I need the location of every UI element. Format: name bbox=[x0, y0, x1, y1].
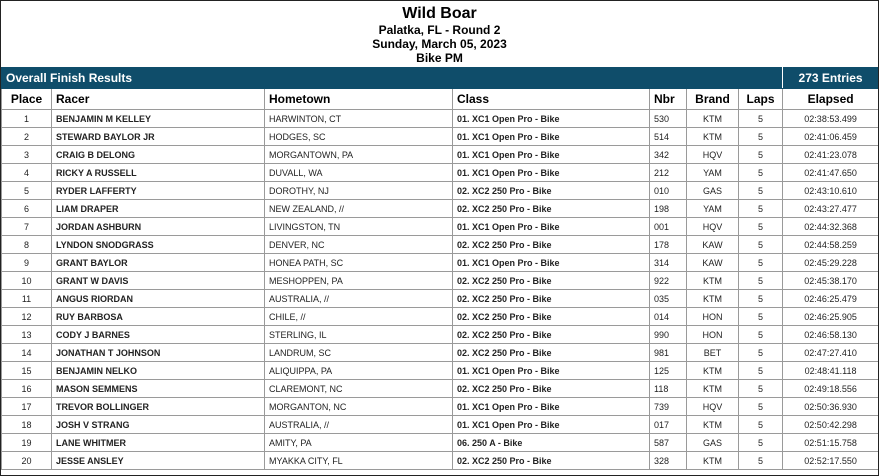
cell-place: 6 bbox=[2, 200, 52, 218]
cell-place: 13 bbox=[2, 326, 52, 344]
class-link[interactable]: 02. XC2 250 Pro - Bike bbox=[453, 236, 650, 254]
cell-brand: KTM bbox=[687, 380, 739, 398]
cell-hometown: DENVER, NC bbox=[265, 236, 453, 254]
cell-laps: 5 bbox=[739, 308, 783, 326]
racer-link[interactable]: JOSH V STRANG bbox=[52, 416, 265, 434]
cell-nbr: 001 bbox=[650, 218, 687, 236]
column-header-row bbox=[2, 89, 879, 110]
cell-elapsed: 02:43:10.610 bbox=[783, 182, 879, 200]
cell-elapsed: 02:51:15.758 bbox=[783, 434, 879, 452]
cell-hometown: AUSTRALIA, // bbox=[265, 416, 453, 434]
cell-laps: 5 bbox=[739, 434, 783, 452]
cell-brand: HON bbox=[687, 326, 739, 344]
class-link[interactable]: 02. XC2 250 Pro - Bike bbox=[453, 344, 650, 362]
column-header-racer: Racer bbox=[52, 89, 265, 110]
cell-place: 5 bbox=[2, 182, 52, 200]
results-body bbox=[2, 110, 879, 470]
racer-link[interactable]: ANGUS RIORDAN bbox=[52, 290, 265, 308]
class-link[interactable]: 01. XC1 Open Pro - Bike bbox=[453, 218, 650, 236]
cell-place: 14 bbox=[2, 344, 52, 362]
cell-elapsed: 02:49:18.556 bbox=[783, 380, 879, 398]
racer-link[interactable]: LIAM DRAPER bbox=[52, 200, 265, 218]
cell-elapsed: 02:45:38.170 bbox=[783, 272, 879, 290]
table-row bbox=[2, 434, 879, 452]
cell-laps: 5 bbox=[739, 344, 783, 362]
cell-nbr: 328 bbox=[650, 452, 687, 470]
class-link[interactable]: 02. XC2 250 Pro - Bike bbox=[453, 326, 650, 344]
class-link[interactable]: 01. XC1 Open Pro - Bike bbox=[453, 398, 650, 416]
cell-place: 1 bbox=[2, 110, 52, 128]
cell-elapsed: 02:46:25.479 bbox=[783, 290, 879, 308]
cell-laps: 5 bbox=[739, 398, 783, 416]
class-link[interactable]: 01. XC1 Open Pro - Bike bbox=[453, 128, 650, 146]
racer-link[interactable]: RICKY A RUSSELL bbox=[52, 164, 265, 182]
table-row bbox=[2, 218, 879, 236]
cell-laps: 5 bbox=[739, 326, 783, 344]
cell-laps: 5 bbox=[739, 452, 783, 470]
cell-elapsed: 02:41:23.078 bbox=[783, 146, 879, 164]
cell-elapsed: 02:44:32.368 bbox=[783, 218, 879, 236]
cell-brand: HON bbox=[687, 308, 739, 326]
cell-elapsed: 02:38:53.499 bbox=[783, 110, 879, 128]
event-title: Wild Boar bbox=[402, 5, 477, 22]
cell-nbr: 125 bbox=[650, 362, 687, 380]
table-row bbox=[2, 290, 879, 308]
table-row bbox=[2, 128, 879, 146]
class-link[interactable]: 01. XC1 Open Pro - Bike bbox=[453, 110, 650, 128]
cell-hometown: DOROTHY, NJ bbox=[265, 182, 453, 200]
class-link[interactable]: 01. XC1 Open Pro - Bike bbox=[453, 164, 650, 182]
cell-elapsed: 02:47:27.410 bbox=[783, 344, 879, 362]
cell-laps: 5 bbox=[739, 182, 783, 200]
column-header-elapsed: Elapsed bbox=[783, 89, 879, 110]
cell-brand: HQV bbox=[687, 398, 739, 416]
table-row bbox=[2, 182, 879, 200]
cell-hometown: HODGES, SC bbox=[265, 128, 453, 146]
racer-link[interactable]: LANE WHITMER bbox=[52, 434, 265, 452]
cell-brand: KTM bbox=[687, 452, 739, 470]
cell-laps: 5 bbox=[739, 218, 783, 236]
cell-brand: HQV bbox=[687, 146, 739, 164]
racer-link[interactable]: CODY J BARNES bbox=[52, 326, 265, 344]
cell-nbr: 014 bbox=[650, 308, 687, 326]
cell-place: 4 bbox=[2, 164, 52, 182]
cell-hometown: CLAREMONT, NC bbox=[265, 380, 453, 398]
cell-elapsed: 02:45:29.228 bbox=[783, 254, 879, 272]
table-row bbox=[2, 308, 879, 326]
racer-link[interactable]: RYDER LAFFERTY bbox=[52, 182, 265, 200]
column-header-place: Place bbox=[2, 89, 52, 110]
cell-place: 15 bbox=[2, 362, 52, 380]
cell-laps: 5 bbox=[739, 290, 783, 308]
cell-laps: 5 bbox=[739, 200, 783, 218]
cell-nbr: 010 bbox=[650, 182, 687, 200]
column-header-hometown: Hometown bbox=[265, 89, 453, 110]
cell-hometown: CHILE, // bbox=[265, 308, 453, 326]
cell-elapsed: 02:50:36.930 bbox=[783, 398, 879, 416]
class-link[interactable]: 02. XC2 250 Pro - Bike bbox=[453, 380, 650, 398]
cell-place: 10 bbox=[2, 272, 52, 290]
cell-elapsed: 02:41:06.459 bbox=[783, 128, 879, 146]
cell-hometown: LIVINGSTON, TN bbox=[265, 218, 453, 236]
cell-brand: KTM bbox=[687, 416, 739, 434]
cell-place: 12 bbox=[2, 308, 52, 326]
cell-elapsed: 02:44:58.259 bbox=[783, 236, 879, 254]
cell-place: 8 bbox=[2, 236, 52, 254]
cell-nbr: 981 bbox=[650, 344, 687, 362]
cell-brand: GAS bbox=[687, 182, 739, 200]
cell-hometown: MYAKKA CITY, FL bbox=[265, 452, 453, 470]
cell-place: 7 bbox=[2, 218, 52, 236]
table-row bbox=[2, 236, 879, 254]
class-link[interactable]: 02. XC2 250 Pro - Bike bbox=[453, 200, 650, 218]
table-row bbox=[2, 380, 879, 398]
entries-count: 273 Entries bbox=[783, 68, 879, 89]
event-location: Palatka, FL - Round 2 bbox=[378, 23, 501, 37]
cell-hometown: AUSTRALIA, // bbox=[265, 290, 453, 308]
cell-brand: YAM bbox=[687, 164, 739, 182]
cell-place: 17 bbox=[2, 398, 52, 416]
cell-nbr: 035 bbox=[650, 290, 687, 308]
table-row bbox=[2, 416, 879, 434]
column-header-class: Class bbox=[453, 89, 650, 110]
cell-nbr: 514 bbox=[650, 128, 687, 146]
table-row bbox=[2, 164, 879, 182]
cell-laps: 5 bbox=[739, 164, 783, 182]
class-link[interactable]: 01. XC1 Open Pro - Bike bbox=[453, 416, 650, 434]
cell-elapsed: 02:46:25.905 bbox=[783, 308, 879, 326]
cell-nbr: 212 bbox=[650, 164, 687, 182]
racer-link[interactable]: JESSE ANSLEY bbox=[52, 452, 265, 470]
table-row bbox=[2, 452, 879, 470]
cell-hometown: LANDRUM, SC bbox=[265, 344, 453, 362]
racer-link[interactable]: TREVOR BOLLINGER bbox=[52, 398, 265, 416]
cell-brand: GAS bbox=[687, 434, 739, 452]
cell-brand: KTM bbox=[687, 110, 739, 128]
cell-brand: KTM bbox=[687, 128, 739, 146]
table-row bbox=[2, 272, 879, 290]
cell-brand: HQV bbox=[687, 218, 739, 236]
table-row bbox=[2, 200, 879, 218]
cell-place: 19 bbox=[2, 434, 52, 452]
table-row bbox=[2, 398, 879, 416]
cell-laps: 5 bbox=[739, 146, 783, 164]
cell-elapsed: 02:52:17.550 bbox=[783, 452, 879, 470]
column-header-brand: Brand bbox=[687, 89, 739, 110]
cell-nbr: 017 bbox=[650, 416, 687, 434]
banner-label: Overall Finish Results bbox=[2, 68, 783, 89]
cell-laps: 5 bbox=[739, 362, 783, 380]
cell-nbr: 342 bbox=[650, 146, 687, 164]
cell-elapsed: 02:41:47.650 bbox=[783, 164, 879, 182]
cell-brand: BET bbox=[687, 344, 739, 362]
table-row bbox=[2, 344, 879, 362]
racer-link[interactable]: BENJAMIN NELKO bbox=[52, 362, 265, 380]
cell-hometown: DUVALL, WA bbox=[265, 164, 453, 182]
cell-nbr: 990 bbox=[650, 326, 687, 344]
cell-hometown: MORGANTON, NC bbox=[265, 398, 453, 416]
cell-hometown: HONEA PATH, SC bbox=[265, 254, 453, 272]
class-link[interactable]: 02. XC2 250 Pro - Bike bbox=[453, 452, 650, 470]
cell-laps: 5 bbox=[739, 128, 783, 146]
racer-link[interactable]: JORDAN ASHBURN bbox=[52, 218, 265, 236]
racer-link[interactable]: GRANT BAYLOR bbox=[52, 254, 265, 272]
cell-place: 3 bbox=[2, 146, 52, 164]
class-link[interactable]: 01. XC1 Open Pro - Bike bbox=[453, 362, 650, 380]
cell-laps: 5 bbox=[739, 416, 783, 434]
cell-hometown: NEW ZEALAND, // bbox=[265, 200, 453, 218]
results-table bbox=[1, 67, 879, 470]
cell-nbr: 198 bbox=[650, 200, 687, 218]
cell-nbr: 739 bbox=[650, 398, 687, 416]
racer-link[interactable]: GRANT W DAVIS bbox=[52, 272, 265, 290]
results-banner bbox=[2, 68, 879, 89]
column-header-nbr: Nbr bbox=[650, 89, 687, 110]
racer-link[interactable]: STEWARD BAYLOR JR bbox=[52, 128, 265, 146]
cell-brand: KAW bbox=[687, 254, 739, 272]
class-link[interactable]: 02. XC2 250 Pro - Bike bbox=[453, 272, 650, 290]
cell-brand: KTM bbox=[687, 362, 739, 380]
cell-elapsed: 02:46:58.130 bbox=[783, 326, 879, 344]
cell-hometown: AMITY, PA bbox=[265, 434, 453, 452]
cell-elapsed: 02:48:41.118 bbox=[783, 362, 879, 380]
table-row bbox=[2, 146, 879, 164]
event-header bbox=[1, 1, 878, 67]
cell-brand: KAW bbox=[687, 236, 739, 254]
racer-link[interactable]: MASON SEMMENS bbox=[52, 380, 265, 398]
class-link[interactable]: 01. XC1 Open Pro - Bike bbox=[453, 254, 650, 272]
cell-place: 16 bbox=[2, 380, 52, 398]
cell-brand: KTM bbox=[687, 290, 739, 308]
cell-nbr: 530 bbox=[650, 110, 687, 128]
cell-place: 20 bbox=[2, 452, 52, 470]
table-row bbox=[2, 326, 879, 344]
racer-link[interactable]: RUY BARBOSA bbox=[52, 308, 265, 326]
event-date: Sunday, March 05, 2023 bbox=[372, 37, 507, 51]
cell-place: 2 bbox=[2, 128, 52, 146]
cell-elapsed: 02:50:42.298 bbox=[783, 416, 879, 434]
cell-hometown: MESHOPPEN, PA bbox=[265, 272, 453, 290]
cell-place: 11 bbox=[2, 290, 52, 308]
cell-brand: KTM bbox=[687, 272, 739, 290]
cell-laps: 5 bbox=[739, 236, 783, 254]
class-link[interactable]: 02. XC2 250 Pro - Bike bbox=[453, 290, 650, 308]
cell-elapsed: 02:43:27.477 bbox=[783, 200, 879, 218]
column-header-laps: Laps bbox=[739, 89, 783, 110]
racer-link[interactable]: JONATHAN T JOHNSON bbox=[52, 344, 265, 362]
table-row bbox=[2, 110, 879, 128]
cell-laps: 5 bbox=[739, 380, 783, 398]
class-link[interactable]: 06. 250 A - Bike bbox=[453, 434, 650, 452]
racer-link[interactable]: LYNDON SNODGRASS bbox=[52, 236, 265, 254]
cell-brand: YAM bbox=[687, 200, 739, 218]
class-link[interactable]: 02. XC2 250 Pro - Bike bbox=[453, 182, 650, 200]
cell-hometown: STERLING, IL bbox=[265, 326, 453, 344]
cell-nbr: 922 bbox=[650, 272, 687, 290]
racer-link[interactable]: BENJAMIN M KELLEY bbox=[52, 110, 265, 128]
cell-laps: 5 bbox=[739, 272, 783, 290]
cell-place: 9 bbox=[2, 254, 52, 272]
cell-hometown: MORGANTOWN, PA bbox=[265, 146, 453, 164]
cell-nbr: 587 bbox=[650, 434, 687, 452]
class-link[interactable]: 02. XC2 250 Pro - Bike bbox=[453, 308, 650, 326]
cell-place: 18 bbox=[2, 416, 52, 434]
cell-hometown: ALIQUIPPA, PA bbox=[265, 362, 453, 380]
event-session: Bike PM bbox=[416, 51, 463, 65]
table-row bbox=[2, 254, 879, 272]
class-link[interactable]: 01. XC1 Open Pro - Bike bbox=[453, 146, 650, 164]
cell-nbr: 178 bbox=[650, 236, 687, 254]
cell-nbr: 314 bbox=[650, 254, 687, 272]
cell-laps: 5 bbox=[739, 254, 783, 272]
racer-link[interactable]: CRAIG B DELONG bbox=[52, 146, 265, 164]
cell-laps: 5 bbox=[739, 110, 783, 128]
cell-nbr: 118 bbox=[650, 380, 687, 398]
cell-hometown: HARWINTON, CT bbox=[265, 110, 453, 128]
table-row bbox=[2, 362, 879, 380]
